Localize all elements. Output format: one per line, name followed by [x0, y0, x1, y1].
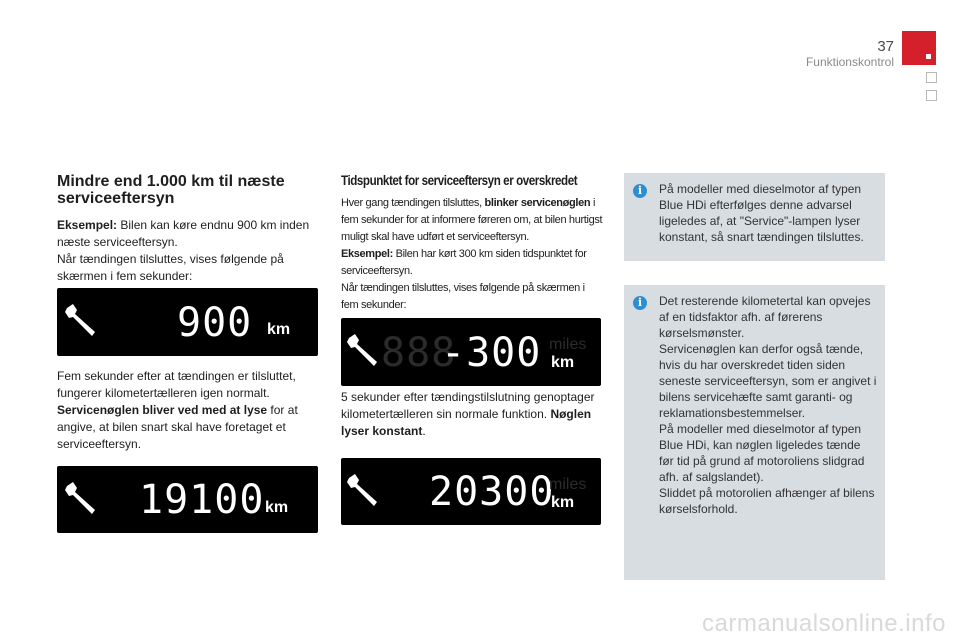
middle-example-label: Eksempel: [341, 248, 393, 260]
chapter-title: Funktionskontrol [805, 55, 894, 69]
info-box-time-factor [624, 285, 885, 580]
section-title-overdue: Tidspunktet for serviceeftersyn er overskredet [341, 173, 578, 188]
info-box-time-factor-text [659, 293, 877, 517]
watermark: carmanualsonline.info [702, 610, 946, 637]
left-para2-rest: for at angive, at bilen snart skal have foretaget et serviceeftersyn. [57, 403, 298, 451]
left-para2-text: Fem sekunder efter at tændingen er tilsluttet, fungerer kilometertælleren igen normalt. [57, 369, 296, 400]
section-title-under-1000: Mindre end 1.000 km til næste serviceeftersyn [57, 173, 285, 207]
example-label: Eksempel: [57, 218, 118, 232]
info2-paragraph-1: Det resterende kilometertal kan opvejes af en tidsfaktor afh. af førerens kørselsmønster. [659, 294, 871, 340]
info-icon: i [633, 296, 647, 310]
middle-paragraph-2-wrap [341, 389, 603, 440]
odometer-display-19100 [57, 466, 318, 533]
middle-column [341, 173, 603, 314]
odometer-unit: km [265, 499, 289, 516]
info2-paragraph-4: Sliddet på motorolien afhænger af bilens kørselsforhold. [659, 486, 875, 516]
info2-paragraph-3: På modeller med dieselmotor af typen Blue HDi, kan nøglen ligeledes tænde før tid på grund af motoroliens slidgrad afh. af salgslandet). [659, 422, 865, 484]
middle-line1-rest: i fem sekunder for at informere føreren om, at bilen hurtigst muligt skal have udført et serviceeftersyn. [341, 197, 603, 243]
left-column [57, 173, 322, 285]
odometer-unit: km [267, 321, 291, 338]
odometer-ghost-unit: miles [549, 336, 587, 353]
middle-para2-end: . [422, 424, 426, 438]
middle-paragraph-1 [341, 195, 603, 314]
odometer-digits: 20300 [429, 469, 555, 515]
chapter-tab [902, 31, 936, 65]
odometer-display-minus-300 [341, 318, 601, 386]
middle-para2-text: 5 sekunder efter tændingstilslutning genoptager kilometertælleren sin normale funktion. [341, 390, 595, 421]
wrench-icon [345, 332, 385, 372]
middle-para2-bold: Nøglen lyser konstant [341, 407, 592, 438]
info-box-diesel [624, 173, 885, 261]
odometer-unit: km [551, 354, 575, 371]
wrench-icon [345, 472, 385, 512]
odometer-ghost-digits: 888 [381, 330, 457, 376]
middle-line1-text: Hver gang tændingen tilsluttes, [341, 197, 485, 209]
left-paragraph-1 [57, 217, 322, 285]
odometer-display-900 [57, 288, 318, 356]
odometer-unit: km [551, 494, 575, 511]
middle-example-text: Bilen har kørt 300 km siden tidspunktet for serviceeftersyn. [341, 248, 587, 277]
left-para2-bold: Servicenøglen bliver ved med at lyse [57, 403, 268, 417]
wrench-icon [63, 302, 103, 342]
odometer-display-20300 [341, 458, 601, 525]
nav-square-2 [926, 90, 937, 101]
odometer-digits: 900 [177, 300, 253, 346]
left-display-intro: Når tændingen tilsluttes, vises følgende på skærmen i fem sekunder: [57, 252, 284, 283]
odometer-digits: -300 [441, 330, 542, 376]
page-number: 37 [877, 38, 894, 55]
odometer-ghost-unit: miles [549, 476, 587, 493]
middle-paragraph-2 [341, 389, 603, 440]
info2-paragraph-2: Servicenøglen kan derfor også tænde, hvis du har overskredet tiden siden seneste serviceeftersyn, som er angivet i bilens servicehæfte samt garanti- og reklamationsbestemmelser. [659, 342, 877, 420]
tab-marker [926, 54, 931, 59]
middle-display-intro: Når tændingen tilsluttes, vises følgende på skærmen i fem sekunder: [341, 282, 585, 311]
left-paragraph-2-wrap [57, 368, 322, 453]
middle-line1-bold: blinker servicenøglen [484, 197, 591, 209]
info-icon: i [633, 184, 647, 198]
wrench-icon [63, 480, 103, 520]
odometer-digits: 19100 [139, 477, 265, 523]
example-text: Bilen kan køre endnu 900 km inden næste serviceeftersyn. [57, 218, 310, 249]
nav-square-1 [926, 72, 937, 83]
info-box-diesel-text: På modeller med dieselmotor af typen Blue HDi efterfølges denne advarsel ligeledes af, at "Service"-lampen lyser konstant, så snart tændingen tilsluttes. [659, 182, 864, 244]
left-paragraph-2 [57, 368, 322, 453]
